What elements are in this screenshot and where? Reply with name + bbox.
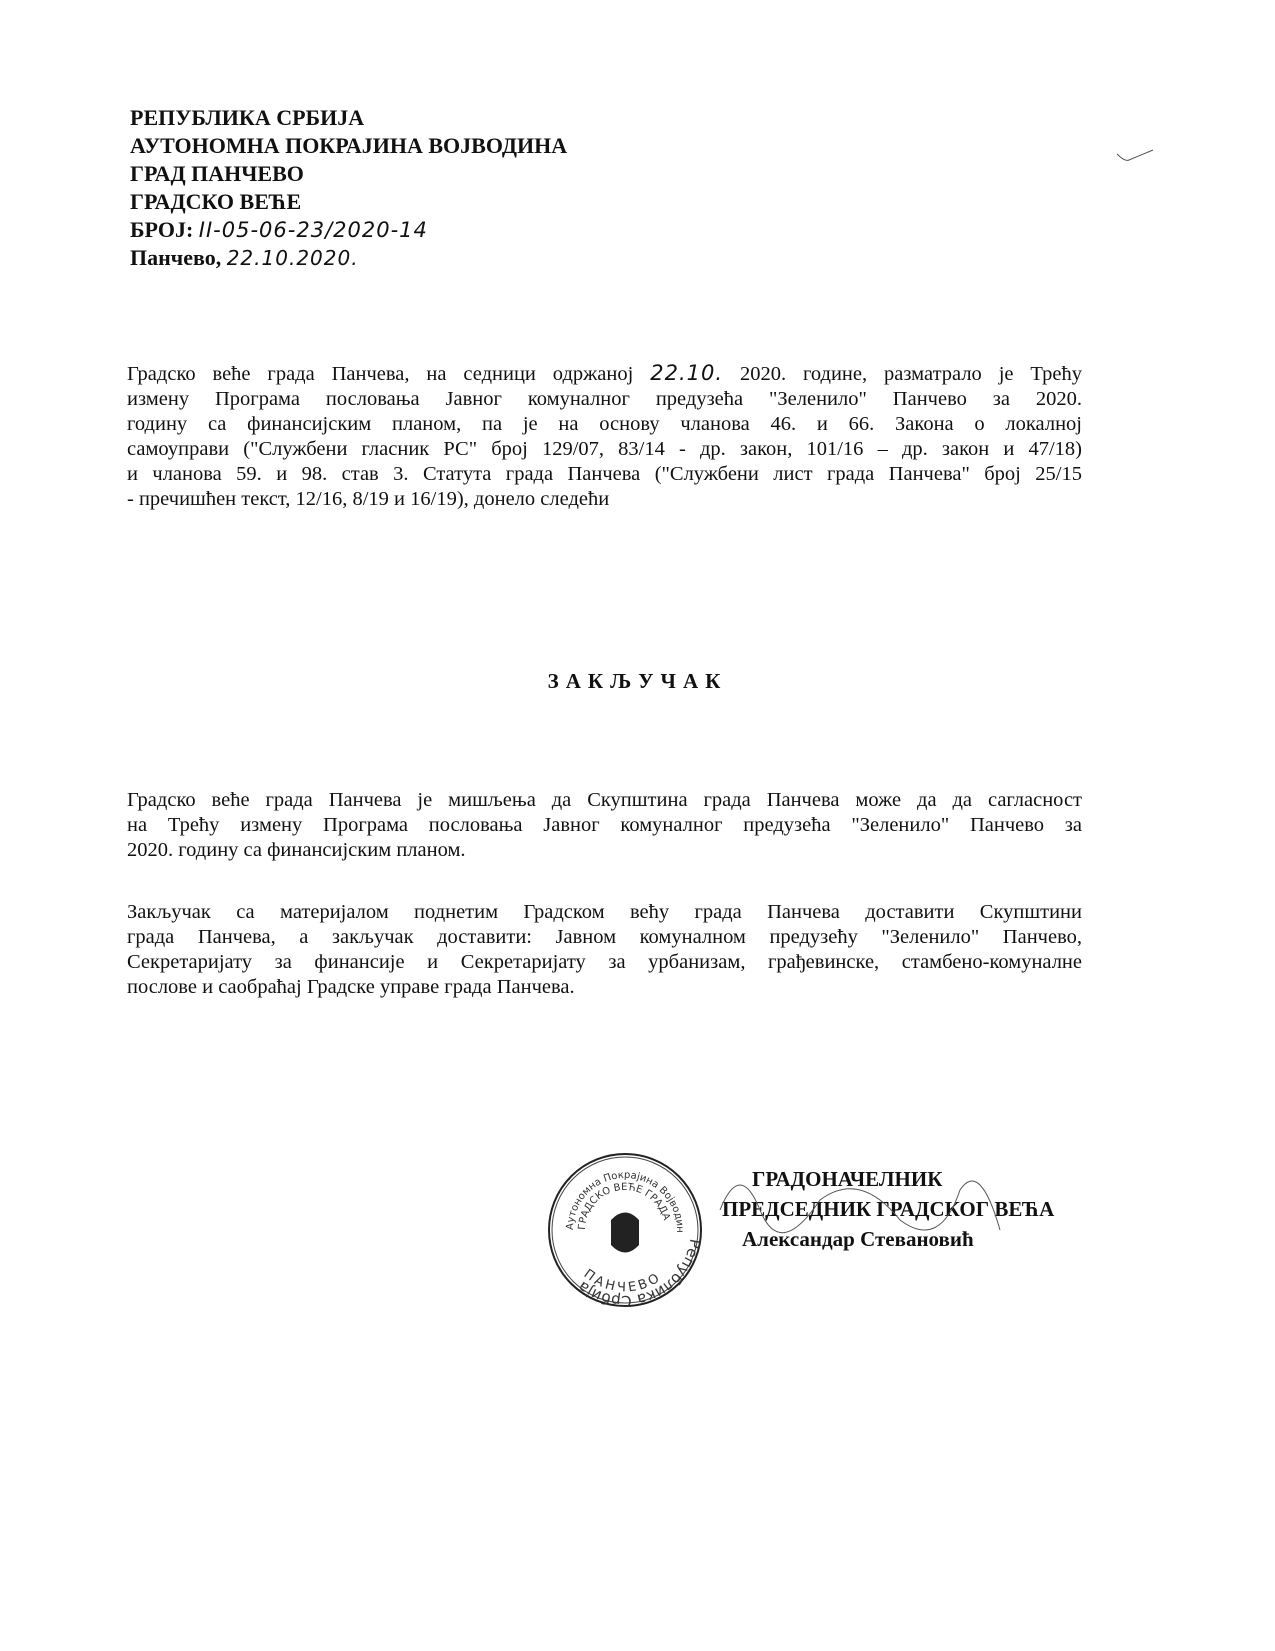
header-line: ГРАДСКО ВЕЋЕ (130, 189, 302, 214)
text-line: Градско веће града Панчева је мишљења да Скупштина града Панчева може да да сагласност (127, 789, 1082, 811)
text-line: послове и саобраћај Градске управе града Панчева. (127, 976, 575, 998)
signature-title-president: ПРЕДСЕДНИК ГРАДСКОГ ВЕЋА (722, 1197, 1055, 1221)
text-line: - пречишћен текст, 12/16, 8/19 и 16/19), донело следећи (127, 488, 610, 510)
document-title: ЗАКЉУЧАК (547, 669, 728, 693)
official-stamp (545, 1150, 705, 1315)
intro-paragraph (127, 362, 1082, 512)
text-line: самоуправи ("Службени гласник РС" број 129/07, 83/14 - др. закон, 101/16 – др. закон и 47/18) (127, 438, 1082, 460)
text-line: града Панчева, а закључак доставити: Јавном комуналном предузећу "Зеленило" Панчево, (127, 926, 1082, 948)
svg-text:ГРАДСКО ВЕЋЕ ГРАДА: ГРАДСКО ВЕЋЕ ГРАДА (576, 1181, 672, 1231)
text-line: на Трећу измену Програма пословања Јавног комуналног предузећа "Зеленило" Панчево за (127, 814, 1082, 836)
text-line: Секретаријату за финансије и Секретаријату за урбанизам, грађевинске, стамбено-комуналне (127, 951, 1082, 973)
check-mark-icon (1115, 148, 1155, 173)
svg-text:Република Србија: Република Србија (574, 1237, 705, 1310)
signature-title-mayor: ГРАДОНАЧЕЛНИК (752, 1167, 943, 1191)
date-handwritten: 22.10.2020. (226, 246, 359, 270)
svg-text:ПАНЧЕВО: ПАНЧЕВО (580, 1266, 665, 1296)
text-span: Градско веће града Панчева, на седници одржаној (127, 363, 634, 385)
number-label: БРОЈ: (130, 217, 194, 242)
document-header (130, 104, 567, 272)
header-line: ГРАД ПАНЧЕВО (130, 161, 304, 186)
text-line: годину са финансијским планом, па је на основу чланова 46. и 66. Закона о локалној (127, 413, 1082, 435)
svg-text:Аутономна Покрајина Војводина: Аутономна Покрајина Војводин (564, 1169, 686, 1233)
document-number (130, 216, 567, 244)
place-label: Панчево, (130, 245, 222, 270)
header-line: АУТОНОМНА ПОКРАЈИНА ВОЈВОДИНА (130, 133, 568, 158)
text-line: Закључак са материјалом поднетим Градском већу града Панчева доставити Скупштини (127, 901, 1082, 923)
text-span: 2020. године, разматрало је Трећу (739, 363, 1082, 385)
number-handwritten: II-05-06-23/2020-14 (198, 218, 428, 242)
text-line (127, 362, 1082, 387)
header-line: РЕПУБЛИКА СРБИЈА (130, 105, 365, 130)
text-line: измену Програма пословања Јавног комуналног предузећа "Зеленило" Панчево за 2020. (127, 388, 1082, 410)
text-line: 2020. годину са финансијским планом. (127, 839, 466, 861)
conclusion-paragraph (127, 788, 1082, 863)
delivery-paragraph (127, 900, 1082, 1000)
signatory-name: Александар Стевановић (742, 1227, 974, 1251)
session-date-handwritten: 22.10. (650, 361, 724, 385)
handwritten-signature (700, 1150, 1020, 1265)
text-line: и чланова 59. и 98. став 3. Статута града Панчева ("Службени лист града Панчева" број 25/15 (127, 463, 1082, 485)
document-date (130, 244, 567, 272)
